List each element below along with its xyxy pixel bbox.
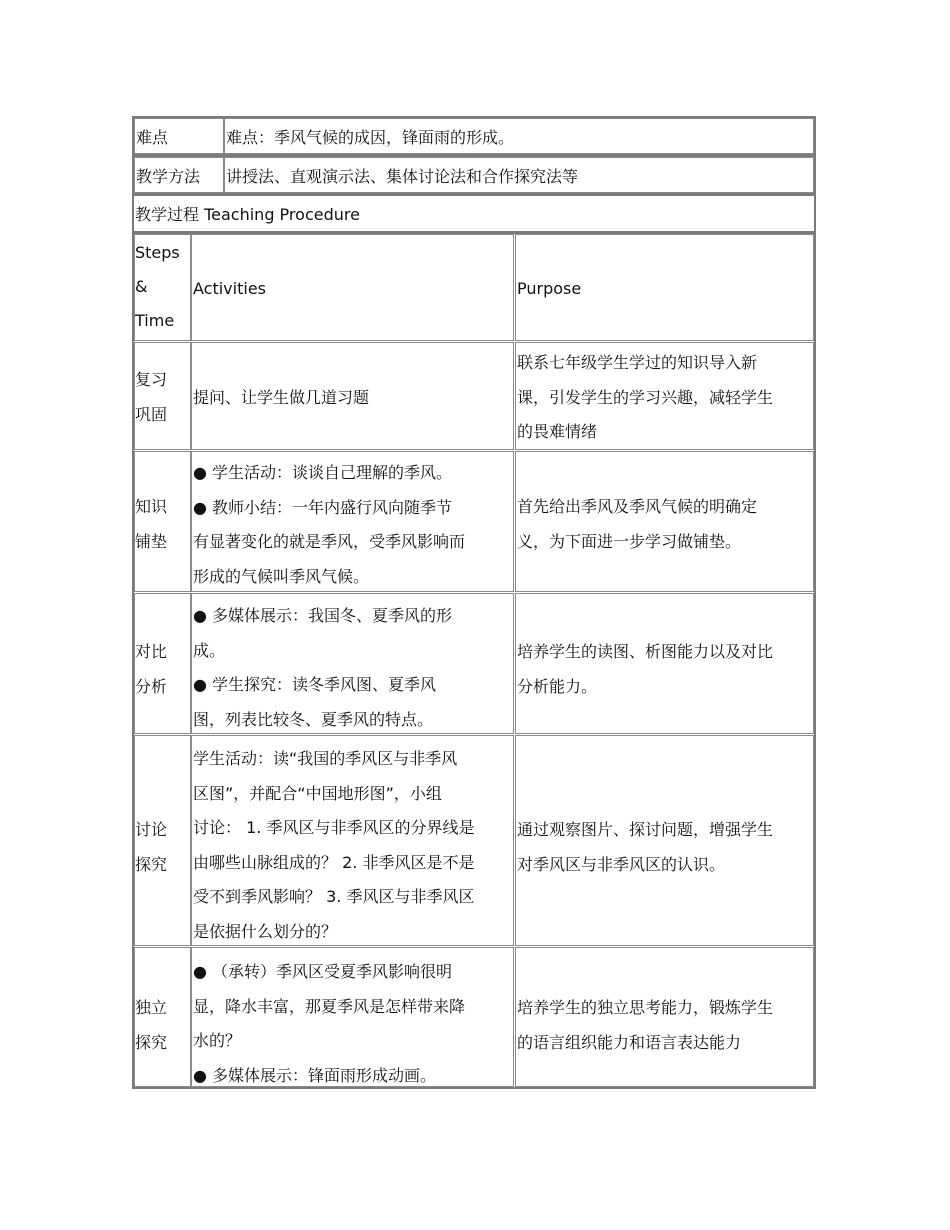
purpose-line: 培养学生的独立思考能力，锻炼学生	[517, 998, 774, 1017]
row-5-step-cell	[134, 947, 191, 1087]
activity-line: 由哪些山脉组成的？ 2. 非季风区是不是	[193, 852, 475, 872]
methods-content-cell	[224, 157, 814, 193]
header-steps-line: Time	[135, 311, 175, 330]
methods-label-cell	[134, 157, 224, 193]
activity-line: 学生活动：读“我国的季风区与非季风	[193, 749, 458, 768]
activity-line: 有显著变化的就是季风，受季风影响而	[193, 532, 466, 551]
header-steps-cell	[134, 234, 191, 341]
row-4-purpose-cell	[515, 735, 814, 946]
row-4-activity-cell	[191, 735, 514, 946]
row-2-step-cell	[134, 451, 191, 592]
activity-line: 成。	[193, 640, 226, 660]
row-3-activity-cell	[191, 593, 514, 734]
activity-line: 图，列表比较冬、夏季风的特点。	[193, 709, 434, 729]
row-2-purpose	[517, 490, 757, 559]
step-line: 铺垫	[135, 531, 168, 551]
header-purpose: Purpose	[517, 279, 582, 298]
row-3-step	[135, 635, 167, 704]
methods-content: 讲授法、直观演示法、集体讨论法和合作探究法等	[226, 167, 579, 186]
purpose-line: 课，引发学生的学习兴趣，减轻学生	[517, 387, 774, 407]
row-4-purpose	[517, 813, 773, 882]
purpose-line: 的语言组织能力和语言表达能力	[517, 1032, 742, 1052]
row-4-step-cell	[134, 735, 191, 946]
header-steps	[135, 236, 180, 338]
activity-line: ● 学生活动：谈谈自己理解的季风。	[193, 463, 453, 482]
step-line: 分析	[135, 676, 168, 696]
header-purpose-cell	[515, 234, 814, 341]
difficulty-label-cell	[134, 118, 224, 154]
step-line: 复习	[135, 370, 168, 389]
purpose-line: 义，为下面进一步学习做铺垫。	[517, 531, 742, 551]
difficulty-content: 难点：季风气候的成因，锋面雨的形成。	[226, 128, 515, 147]
activity-line: 提问、让学生做几道习题	[193, 388, 370, 407]
purpose-line: 培养学生的读图、析图能力以及对比	[517, 642, 774, 661]
purpose-line: 分析能力。	[517, 676, 598, 696]
row-1-purpose-cell	[515, 342, 814, 450]
step-line: 讨论	[135, 820, 168, 839]
header-activities-cell	[191, 234, 514, 341]
row-2-activity-cell	[191, 451, 514, 592]
row-2-step	[135, 490, 167, 559]
methods-label: 教学方法	[136, 167, 201, 186]
difficulty-label: 难点	[136, 128, 169, 147]
activity-line: 是依据什么划分的？	[193, 921, 338, 941]
activity-line: ● 多媒体展示：我国冬、夏季风的形	[193, 606, 453, 625]
step-line: 探究	[135, 854, 168, 874]
row-5-activity-cell	[191, 947, 514, 1087]
activity-line: 显，降水丰富，那夏季风是怎样带来降	[193, 996, 466, 1016]
activity-line: 形成的气候叫季风气候。	[193, 566, 370, 586]
row-5-purpose	[517, 991, 773, 1060]
difficulty-row	[132, 116, 816, 156]
activity-line: ● （承转）季风区受夏季风影响很明	[193, 962, 453, 981]
difficulty-content-cell	[224, 118, 814, 154]
row-3-purpose	[517, 635, 773, 704]
step-line: 对比	[135, 642, 168, 661]
activity-line: ● 多媒体展示：锋面雨形成动画。	[193, 1065, 437, 1085]
activity-line: 区图”，并配合“中国地形图”，小组	[193, 783, 442, 803]
procedure-title: 教学过程 Teaching Procedure	[135, 205, 360, 224]
row-1-activity-cell	[191, 342, 514, 450]
row-4-step	[135, 813, 167, 882]
row-1-activity	[193, 381, 369, 416]
purpose-line: 通过观察图片、探讨问题，增强学生	[517, 820, 774, 839]
row-2-activity	[193, 456, 465, 594]
purpose-line: 的畏难情绪	[517, 422, 598, 441]
row-1-step-cell	[134, 342, 191, 450]
methods-row	[132, 155, 816, 195]
purpose-line: 联系七年级学生学过的知识导入新	[517, 353, 758, 372]
row-4-activity	[193, 742, 474, 949]
row-3-step-cell	[134, 593, 191, 734]
step-line: 独立	[135, 998, 168, 1017]
activity-line: ● 学生探究：读冬季风图、夏季风	[193, 675, 437, 694]
row-3-activity	[193, 599, 452, 737]
row-5-purpose-cell	[515, 947, 814, 1087]
header-activities: Activities	[193, 279, 266, 298]
header-steps-line: Steps	[135, 243, 180, 262]
activity-line: 受不到季风影响？ 3. 季风区与非季风区	[193, 887, 475, 906]
step-line: 探究	[135, 1032, 168, 1052]
purpose-line: 对季风区与非季风区的认识。	[517, 854, 726, 874]
row-1-step	[135, 363, 167, 432]
procedure-title-row	[132, 194, 816, 233]
step-line: 巩固	[135, 404, 168, 424]
header-steps-line: &	[135, 277, 148, 296]
activity-line: ● 教师小结：一年内盛行风向随季节	[193, 497, 453, 517]
row-2-purpose-cell	[515, 451, 814, 592]
row-5-activity	[193, 955, 465, 1093]
procedure-table	[132, 232, 816, 1089]
purpose-line: 首先给出季风及季风气候的明确定	[517, 497, 758, 516]
row-1-purpose	[517, 346, 773, 450]
activity-line: 讨论： 1. 季风区与非季风区的分界线是	[193, 818, 475, 837]
activity-line: 水的？	[193, 1031, 242, 1050]
step-line: 知识	[135, 497, 168, 516]
row-5-step	[135, 991, 167, 1060]
row-3-purpose-cell	[515, 593, 814, 734]
